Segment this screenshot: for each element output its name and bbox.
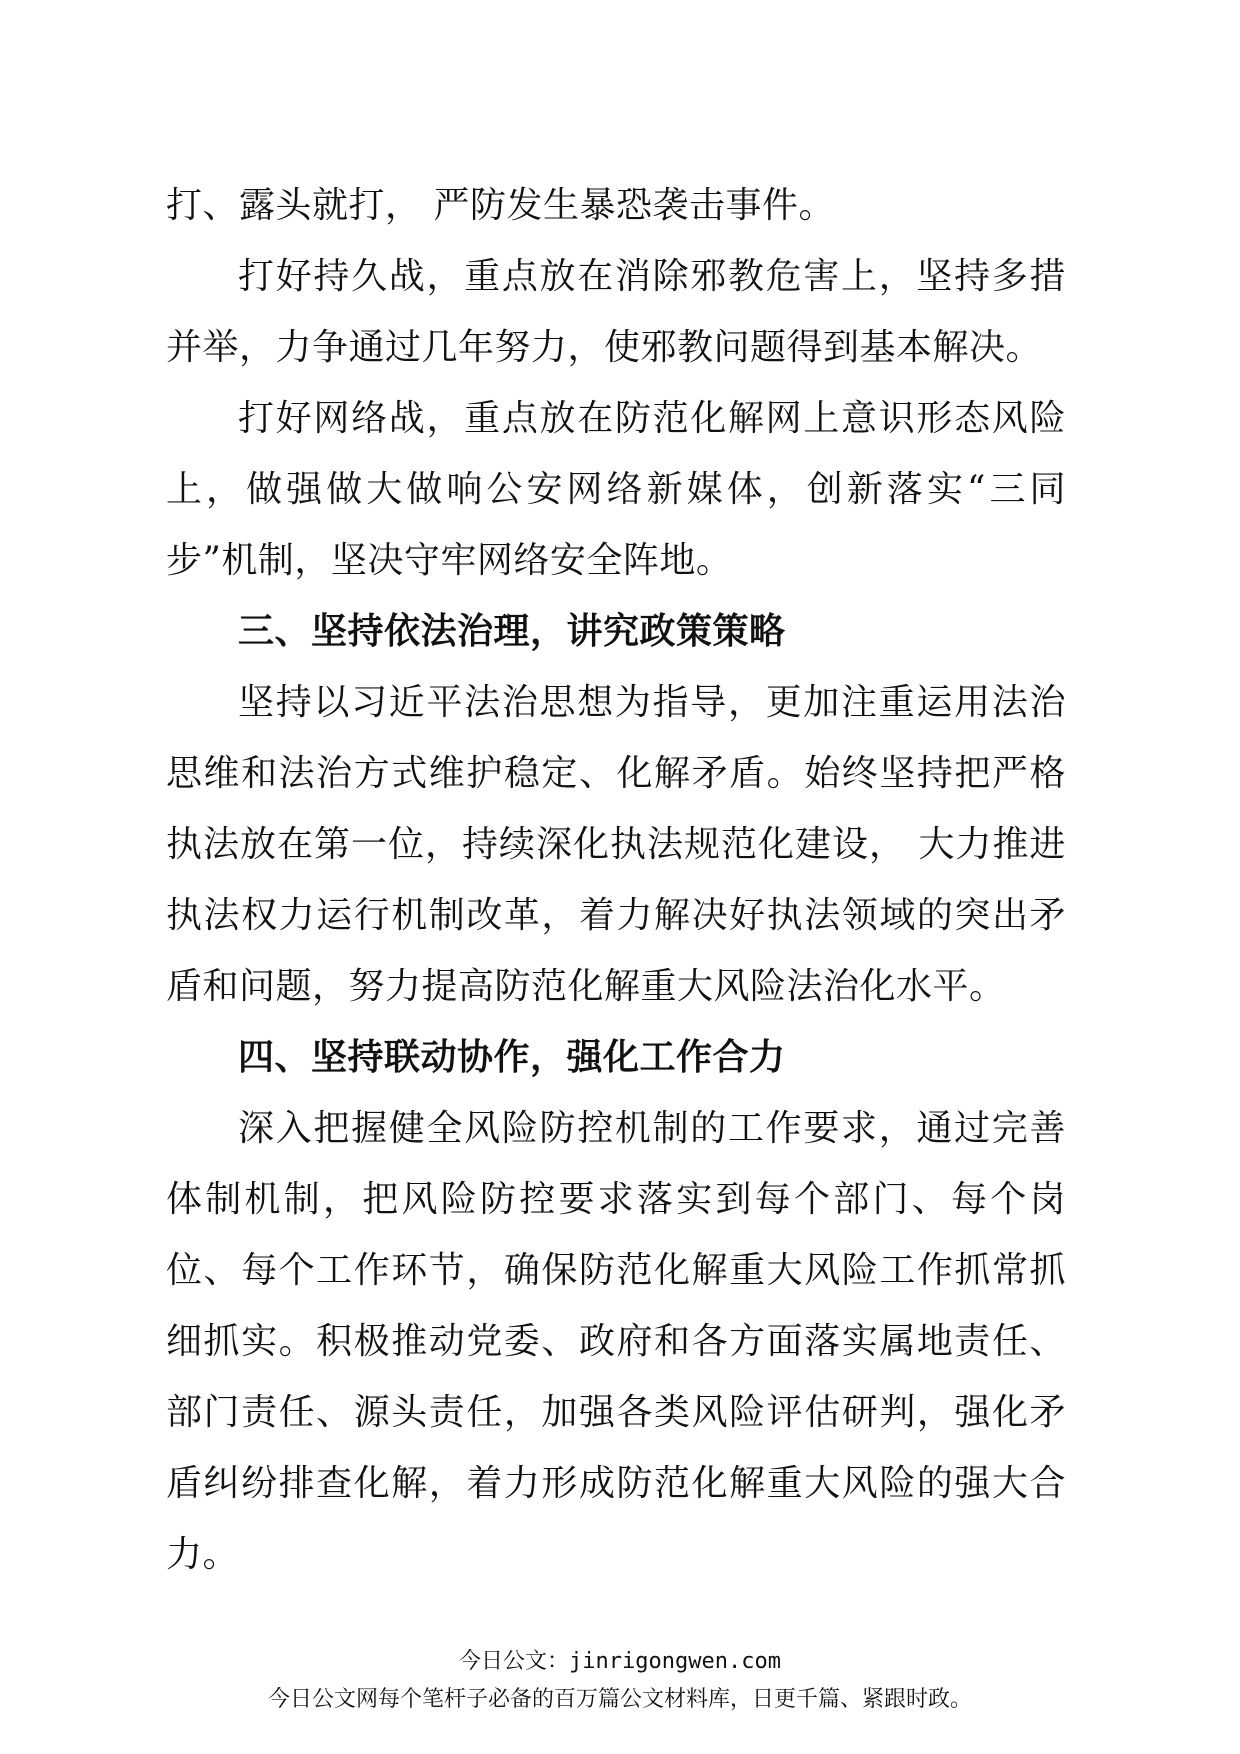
paragraph-coordination: 深入把握健全风险防控机制的工作要求，通过完善体制机制，把风险防控要求落实到每个部门、每个岗位、每个工作环节，确保防范化解重大风险工作抓常抓细抓实。积极推动党委、政府和各方面落实属地责任、部门责任、源头责任，加强各类风险评估研判，强化矛盾纠纷排查化解，着力形成防范化解重大风险的强大合力。 [166, 1108, 1066, 1575]
footer-label: 今日公文： [459, 1649, 570, 1674]
footer-source [0, 1644, 1240, 1675]
document-body [166, 170, 1066, 1590]
paragraph-protracted-war: 打好持久战，重点放在消除邪教危害上，坚持多措并举，力争通过几年努力，使邪教问题得到基本解决。 [166, 256, 1066, 368]
section-heading-three: 三、坚持依法治理，讲究政策策略 [238, 611, 786, 652]
footer-site-link[interactable]: jinrigongwen.com [569, 1649, 781, 1674]
paragraph-rule-of-law: 坚持以习近平法治思想为指导，更加注重运用法治思维和法治方式维护稳定、化解矛盾。始终坚持把严格执法放在第一位，持续深化执法规范化建设， 大力推进执法权力运行机制改革，着力解决好执法领域的突出矛盾和问题，努力提高防范化解重大风险法治化水平。 [166, 682, 1066, 1007]
paragraph-network-war: 打好网络战，重点放在防范化解网上意识形态风险上，做强做大做响公安网络新媒体，创新落实“三同步”机制，坚决守牢网络安全阵地。 [166, 398, 1066, 581]
footer-slogan: 今日公文网每个笔杆子必备的百万篇公文材料库，日更千篇、紧跟时政。 [267, 1687, 972, 1712]
paragraph-continuation: 打、露头就打， 严防发生暴恐袭击事件。 [166, 185, 835, 226]
section-heading-four: 四、坚持联动协作，强化工作合力 [238, 1037, 786, 1078]
